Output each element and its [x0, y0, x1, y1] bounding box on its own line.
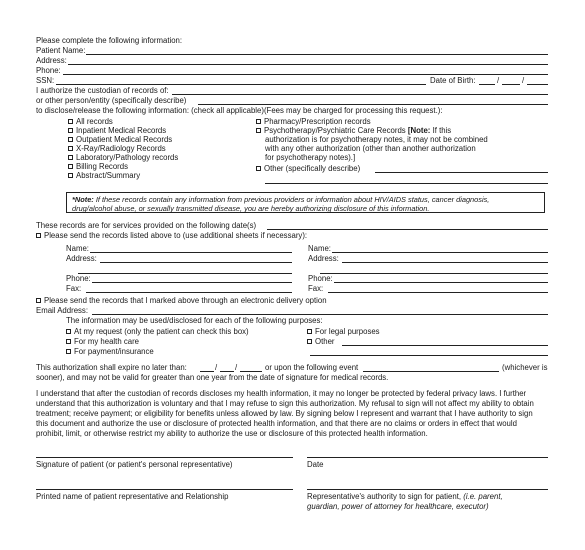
- dob-slash-1: /: [497, 76, 500, 85]
- note-bold: [Note:: [407, 126, 431, 135]
- patient-name-label: Patient Name:: [36, 46, 86, 55]
- expiry-event-label: or upon the following event: [265, 363, 359, 372]
- understand-line-2: understand that this authorization is voluntary and that I may refuse to sign this authorization. My refusal to sign will not affect my ability to obtain: [36, 399, 534, 408]
- custodian-line-2: or other person/entity (specifically describe): [36, 96, 187, 105]
- checkbox-send-records[interactable]: Please send the records listed above to (use additional sheets if necessary):: [36, 232, 307, 240]
- recipient2-address-field-2[interactable]: [320, 273, 548, 274]
- service-dates-label: These records are for services provided on the following date(s): [36, 221, 257, 230]
- recipient1-phone-field[interactable]: [92, 282, 292, 283]
- rep-authority-examples: guardian, power of attorney for healthcare, executor): [307, 502, 489, 511]
- expiry-label: This authorization shall expire no later than:: [36, 363, 187, 372]
- other-records-field[interactable]: [375, 172, 548, 173]
- checkbox-icon: [68, 137, 73, 142]
- other-records-field-2[interactable]: [265, 183, 548, 184]
- email-field[interactable]: [92, 314, 548, 315]
- recipient1-phone-label: Phone:: [66, 274, 91, 283]
- psych-note-line-2: with any other authorization (other than another authorization: [265, 144, 476, 153]
- checkbox-icon: [307, 329, 312, 334]
- recipient1-address-field-2[interactable]: [78, 273, 292, 274]
- checkbox-icon: [68, 164, 73, 169]
- dob-month-field[interactable]: [479, 84, 495, 85]
- printed-name-label: Printed name of patient representative and Relationship: [36, 492, 229, 501]
- checkbox-icon: [66, 329, 71, 334]
- recipient2-phone-label: Phone:: [308, 274, 333, 283]
- psych-note-line-1: authorization is for psychotherapy notes, it may not be combined: [265, 135, 488, 144]
- rep-authority-line[interactable]: [307, 489, 548, 490]
- checkbox-icon: [68, 119, 73, 124]
- understand-line-3: treatment; receive payment; or eligibility for benefits unless allowed by law. By signing below I represent and warrant that I have authority to sign: [36, 409, 533, 418]
- dob-year-field[interactable]: [527, 84, 548, 85]
- checkbox-xray[interactable]: X-Ray/Radiology Records: [68, 145, 166, 153]
- checkbox-laboratory[interactable]: Laboratory/Pathology records: [68, 154, 178, 162]
- hiv-notice-box: [66, 192, 545, 213]
- checkbox-psychotherapy[interactable]: Psychotherapy/Psychiatric Care Records [Note: If this: [256, 127, 451, 135]
- recipient2-address-field[interactable]: [342, 262, 548, 263]
- notice-line-1: *Note: If these records contain any information from previous providers or information about HIV/AIDS status, cancer diagnosis,: [72, 195, 490, 204]
- recipient1-name-label: Name:: [66, 244, 89, 253]
- recipient2-name-field[interactable]: [332, 252, 548, 253]
- custodian-line-3: to disclose/release the following information: (check all applicable)(Fees may be charged for processing this request.):: [36, 106, 443, 115]
- recipient1-fax-field[interactable]: [86, 292, 292, 293]
- expiry-year-field[interactable]: [240, 371, 262, 372]
- checkbox-purpose-other[interactable]: Other: [307, 338, 335, 346]
- checkbox-electronic-delivery[interactable]: Please send the records that I marked above through an electronic delivery option: [36, 297, 327, 305]
- recipient2-fax-label: Fax:: [308, 284, 324, 293]
- checkbox-legal[interactable]: For legal purposes: [307, 328, 380, 336]
- checkbox-outpatient[interactable]: Outpatient Medical Records: [68, 136, 172, 144]
- recipient2-phone-field[interactable]: [334, 282, 548, 283]
- service-dates-field[interactable]: [267, 229, 548, 230]
- checkbox-icon: [66, 339, 71, 344]
- recipient1-address-field[interactable]: [100, 262, 292, 263]
- signature-date-label: Date: [307, 460, 324, 469]
- recipient1-address-label: Address:: [66, 254, 97, 263]
- checkbox-health-care[interactable]: For my health care: [66, 338, 139, 346]
- checkbox-icon: [36, 233, 41, 238]
- expiry-event-field[interactable]: [363, 371, 499, 372]
- checkbox-icon: [68, 128, 73, 133]
- expiry-month-field[interactable]: [200, 371, 214, 372]
- custodian-line-1: I authorize the custodian of records of:: [36, 86, 169, 95]
- checkbox-icon: [66, 349, 71, 354]
- notice-line-2: drug/alcohol abuse, or sexually transmitted disease, you are hereby authorizing disclosure of this information.: [72, 204, 430, 213]
- dob-slash-2: /: [522, 76, 525, 85]
- checkbox-all-records[interactable]: All records: [68, 118, 113, 126]
- ssn-field[interactable]: [56, 84, 426, 85]
- expiry-slash-2: /: [235, 363, 238, 372]
- patient-name-field[interactable]: [86, 54, 548, 55]
- checkbox-other-records[interactable]: Other (specifically describe): [256, 165, 360, 173]
- checkbox-icon: [68, 173, 73, 178]
- custodian-field[interactable]: [172, 94, 548, 95]
- checkbox-payment[interactable]: For payment/insurance: [66, 348, 154, 356]
- address-field[interactable]: [68, 64, 548, 65]
- checkbox-icon: [256, 128, 261, 133]
- recipient1-fax-label: Fax:: [66, 284, 82, 293]
- rep-authority-label: Representative's authority to sign for patient, (i.e. parent,: [307, 492, 503, 501]
- expiry-whichever: (whichever is: [502, 363, 548, 372]
- expiry-slash-1: /: [215, 363, 218, 372]
- recipient2-address-label: Address:: [308, 254, 339, 263]
- email-label: Email Address:: [36, 306, 89, 315]
- phone-label: Phone:: [36, 66, 61, 75]
- understand-line-5: prohibit, limit, or otherwise restrict my ability to authorize the use or disclosure of this protected health information.: [36, 429, 428, 438]
- checkbox-icon: [68, 155, 73, 160]
- signature-date-line[interactable]: [307, 457, 548, 458]
- checkbox-at-my-request[interactable]: At my request (only the patient can check this box): [66, 328, 249, 336]
- purposes-heading: The information may be used/disclosed for each of the following purposes:: [66, 316, 323, 325]
- understand-line-1: I understand that after the custodian of records discloses my health information, it may no longer be protected by federal privacy laws. I further: [36, 389, 527, 398]
- checkbox-icon: [256, 119, 261, 124]
- dob-label: Date of Birth:: [430, 76, 476, 85]
- other-entity-field[interactable]: [198, 104, 548, 105]
- checkbox-icon: [256, 166, 261, 171]
- phone-field[interactable]: [63, 74, 548, 75]
- checkbox-icon: [68, 146, 73, 151]
- recipient1-name-field[interactable]: [90, 252, 292, 253]
- recipient2-fax-field[interactable]: [328, 292, 548, 293]
- printed-name-line[interactable]: [36, 489, 293, 490]
- psych-note-line-3: for psychotherapy notes).]: [265, 153, 356, 162]
- checkbox-abstract[interactable]: Abstract/Summary: [68, 172, 140, 180]
- expiry-day-field[interactable]: [220, 371, 234, 372]
- checkbox-pharmacy[interactable]: Pharmacy/Prescription records: [256, 118, 371, 126]
- recipient2-name-label: Name:: [308, 244, 331, 253]
- understand-line-4: this document and authorize the use or disclosure of protected health information, and that there are no claims or orders in effect that would: [36, 419, 517, 428]
- expiry-line-2: sooner), and may not be valid for greater than one year from the date of signature for medical records.: [36, 373, 389, 382]
- signature-patient-line[interactable]: [36, 457, 293, 458]
- form-intro: Please complete the following information:: [36, 36, 183, 45]
- ssn-label: SSN:: [36, 76, 55, 85]
- purpose-other-field-2[interactable]: [310, 355, 548, 356]
- purpose-other-field[interactable]: [342, 345, 548, 346]
- address-label: Address:: [36, 56, 67, 65]
- checkbox-icon: [307, 339, 312, 344]
- checkbox-icon: [36, 298, 41, 303]
- dob-day-field[interactable]: [502, 84, 520, 85]
- signature-patient-label: Signature of patient (or patient's personal representative): [36, 460, 233, 469]
- checkbox-inpatient[interactable]: Inpatient Medical Records: [68, 127, 166, 135]
- checkbox-billing[interactable]: Billing Records: [68, 163, 128, 171]
